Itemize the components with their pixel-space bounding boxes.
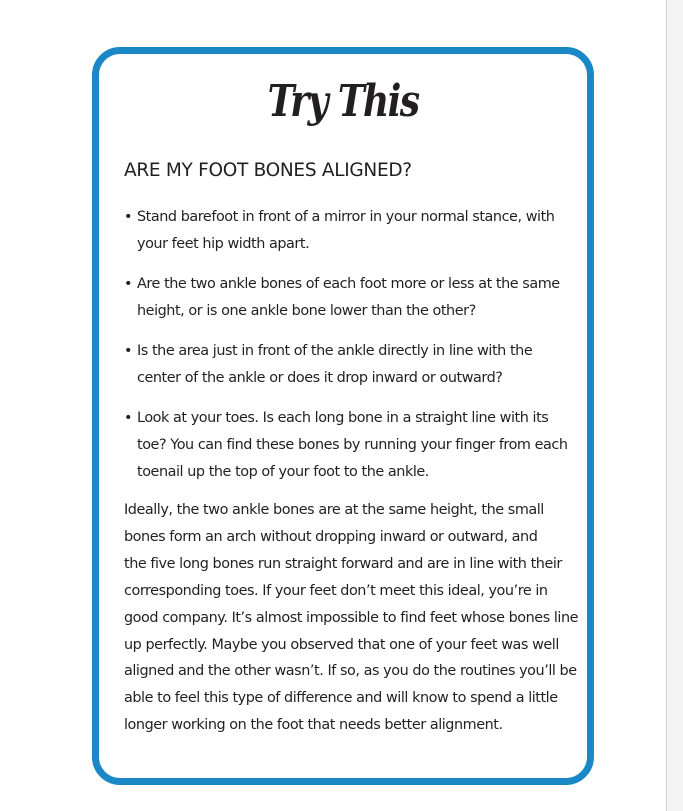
bullet-marker: • bbox=[124, 209, 133, 225]
bullet-marker: • bbox=[124, 276, 133, 292]
bullet-marker: • bbox=[124, 410, 133, 426]
bullet-list bbox=[124, 204, 568, 499]
bullet-item bbox=[124, 271, 564, 325]
summary-paragraph bbox=[124, 497, 579, 739]
bullet-text-line: height, or is one ankle bone lower than the other? bbox=[137, 303, 476, 319]
bullet-text-line: your feet hip width apart. bbox=[137, 236, 310, 252]
bullet-text-line: Are the two ankle bones of each foot more or less at the same bbox=[137, 276, 560, 292]
page-gutter bbox=[667, 0, 683, 811]
bullet-text-line: Stand barefoot in front of a mirror in your normal stance, with bbox=[137, 209, 555, 225]
paragraph-line: able to feel this type of difference and will know to spend a little bbox=[124, 690, 558, 707]
paragraph-line: up perfectly. Maybe you observed that one of your feet was well bbox=[124, 636, 559, 653]
bullet-text-line: center of the ankle or does it drop inward or outward? bbox=[137, 370, 503, 386]
bullet-item bbox=[124, 338, 564, 392]
try-this-card bbox=[92, 47, 594, 785]
paragraph-line: longer working on the foot that needs better alignment. bbox=[124, 717, 503, 734]
paragraph-line: corresponding toes. If your feet don’t meet this ideal, you’re in bbox=[124, 582, 548, 599]
bullet-item bbox=[124, 405, 568, 486]
bullet-text-line: toe? You can find these bones by running your finger from each bbox=[137, 437, 568, 453]
paragraph-line: the five long bones run straight forward and are in line with their bbox=[124, 555, 562, 572]
paragraph-line: aligned and the other wasn’t. If so, as you do the routines you’ll be bbox=[124, 663, 577, 680]
bullet-item bbox=[124, 204, 564, 258]
card-title: Try This bbox=[267, 76, 419, 127]
bullet-marker: • bbox=[124, 343, 133, 359]
bullet-text-line: Is the area just in front of the ankle directly in line with the bbox=[137, 343, 533, 359]
paragraph-line: bones form an arch without dropping inward or outward, and bbox=[124, 528, 538, 545]
card-heading: ARE MY FOOT BONES ALIGNED? bbox=[124, 160, 412, 181]
paragraph-line: Ideally, the two ankle bones are at the same height, the small bbox=[124, 502, 544, 518]
bullet-text-line: Look at your toes. Is each long bone in a straight line with its bbox=[137, 410, 549, 426]
bullet-text-line: toenail up the top of your foot to the ankle. bbox=[137, 464, 429, 480]
paragraph-line: good company. It’s almost impossible to find feet whose bones line bbox=[124, 609, 579, 626]
